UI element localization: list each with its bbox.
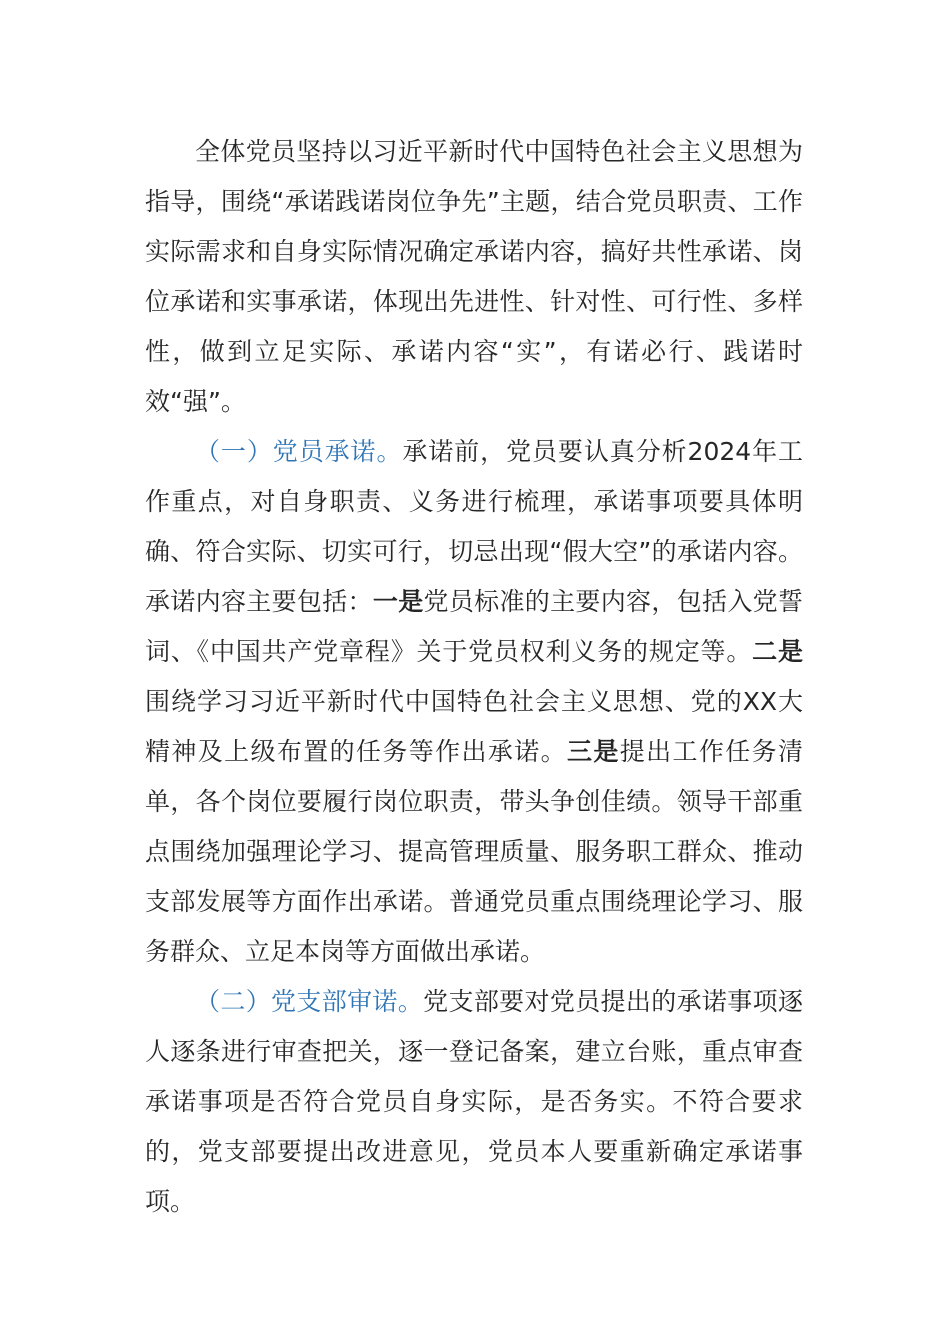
point-2-text: 围绕学习习近平新时代中国特色社会主义思想、党的XX大精神及上级布置的任务等作出承诺。 — [145, 687, 803, 766]
intro-text: 全体党员坚持以习近平新时代中国特色社会主义思想为指导，围绕“承诺践诺岗位争先”主题，结合党员职责、工作实际需求和自身实际情况确定承诺内容，搞好共性承诺、岗位承诺和实事承诺，体现出先进性、针对性、可行性、多样性，做到立足实际、承诺内容“实”，有诺必行、践诺时效“强”。 — [145, 137, 803, 416]
intro-paragraph — [145, 127, 803, 427]
point-1-text: 党员标准的主要内容，包括入党誓词、《中国共产党章程》关于党员权利义务的规定等。 — [145, 587, 803, 666]
point-3-label: 三是 — [566, 737, 620, 766]
point-2-label: 二是 — [752, 637, 803, 666]
section-2-paragraph — [145, 977, 803, 1227]
section-2-text: 党支部要对党员提出的承诺事项逐人逐条进行审查把关，逐一登记备案，建立台账，重点审查承诺事项是否符合党员自身实际，是否务实。不符合要求的，党支部要提出改进意见，党员本人要重新确定承诺事项。 — [145, 987, 803, 1216]
point-1-label: 一是 — [372, 587, 424, 616]
section-1-heading: （一）党员承诺。 — [195, 437, 403, 466]
document-page — [145, 127, 803, 1227]
point-3-text: 提出工作任务清单，各个岗位要履行岗位职责，带头争创佳绩。领导干部重点围绕加强理论学习、提高管理质量、服务职工群众、推动支部发展等方面作出承诺。普通党员重点围绕理论学习、服务群众、立足本岗等方面做出承诺。 — [145, 737, 803, 966]
section-1-intro: 承诺前，党员要认真分析2024年工作重点，对自身职责、义务进行梳理，承诺事项要具体明确、符合实际、切实可行，切忌出现“假大空”的承诺内容。承诺内容主要包括： — [145, 437, 803, 616]
section-1-paragraph — [145, 427, 803, 977]
section-2-heading: （二）党支部审诺。 — [195, 987, 424, 1016]
